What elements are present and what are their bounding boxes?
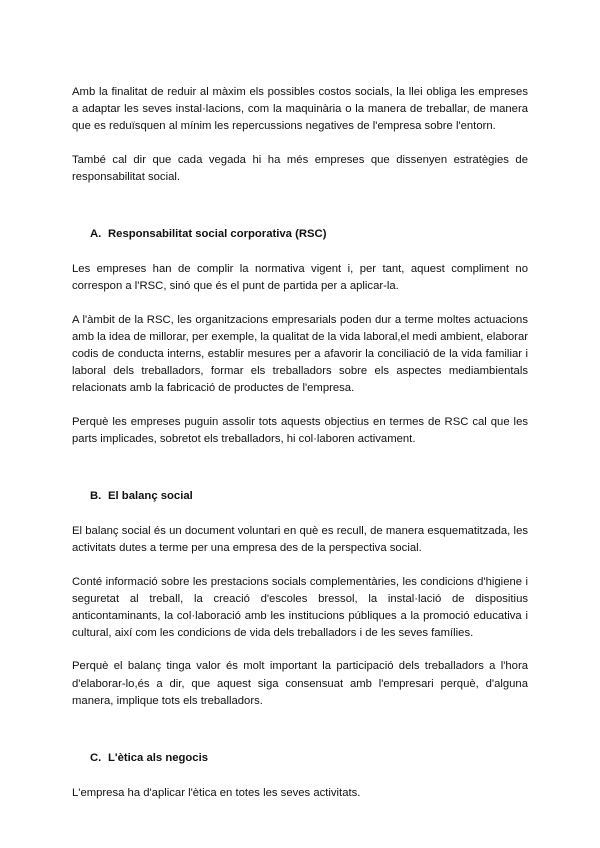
intro-paragraph-1: Amb la finalitat de reduir al màxim els possibles costos socials, la llei obliga les empreses a adaptar les seves instal·lacions, com la maquinària o la manera de treballar, de manera que es reduïsquen al mínim les repercussions negatives de l'empresa sobre l'entorn. <box>72 86 528 133</box>
section-c-title: L'ètica als negocis <box>108 752 209 765</box>
section-a-paragraph-2: A l'àmbit de la RSC, les organitzacions empresarials poden dur a terme moltes actuacions amb la idea de millorar, per exemple, la qualitat de la vida laboral,el medi ambient, elaborar codis de conducta interns, establir mesures per a afavorir la conciliació de la vida familiar i laboral dels treballadors, formar els treballadors sobre els aspectes mediambientals relacionats amb la fabricació de productes de l'empresa. <box>72 313 528 395</box>
section-a-title: Responsabilitat social corporativa (RSC) <box>108 228 327 241</box>
section-a-heading <box>72 226 528 243</box>
section-b-paragraph-2: Conté informació sobre les prestacions socials complementàries, les condicions d'higiene i seguretat al treball, la creació d'escoles bressol, la instal·lació de dispositius anticontaminants, la col·laboració amb les institucions públiques a la promoció educativa i cultural, així com les condicions de vida dels treballadors i de les seves famílies. <box>72 575 528 640</box>
section-a-paragraph-1: Les empreses han de complir la normativa vigent i, per tant, aquest compliment no correspon a l'RSC, sinó que és el punt de partida per a aplicar-la. <box>72 263 528 293</box>
section-b-letter: B. <box>90 490 102 503</box>
document-page <box>72 84 528 802</box>
section-a-paragraph-3: Perquè les empreses puguin assolir tots aquests objectius en termes de RSC cal que les parts implicades, sobretot els treballadors, hi col·laboren activament. <box>72 415 528 445</box>
section-c-paragraph-1: L'empresa ha d'aplicar l'ètica en totes les seves activitats. <box>72 787 361 800</box>
section-a-letter: A. <box>90 228 102 241</box>
section-c-heading <box>72 750 528 767</box>
section-c-letter: C. <box>90 752 102 765</box>
section-b-heading <box>72 488 528 505</box>
section-b-paragraph-3: Perquè el balanç tinga valor és molt important la participació dels treballadors a l'hora d'elaborar-lo,és a dir, que aquest siga consensuat amb l'empresari perquè, d'alguna manera, implique tots els treballadors. <box>72 660 528 707</box>
section-b-paragraph-1: El balanç social és un document voluntari en què es recull, de manera esquematitzada, les activitats dutes a terme per una empresa des de la perspectiva social. <box>72 525 528 555</box>
intro-paragraph-2: També cal dir que cada vegada hi ha més empreses que dissenyen estratègies de responsabilitat social. <box>72 153 528 183</box>
section-b-title: El balanç social <box>108 490 193 503</box>
